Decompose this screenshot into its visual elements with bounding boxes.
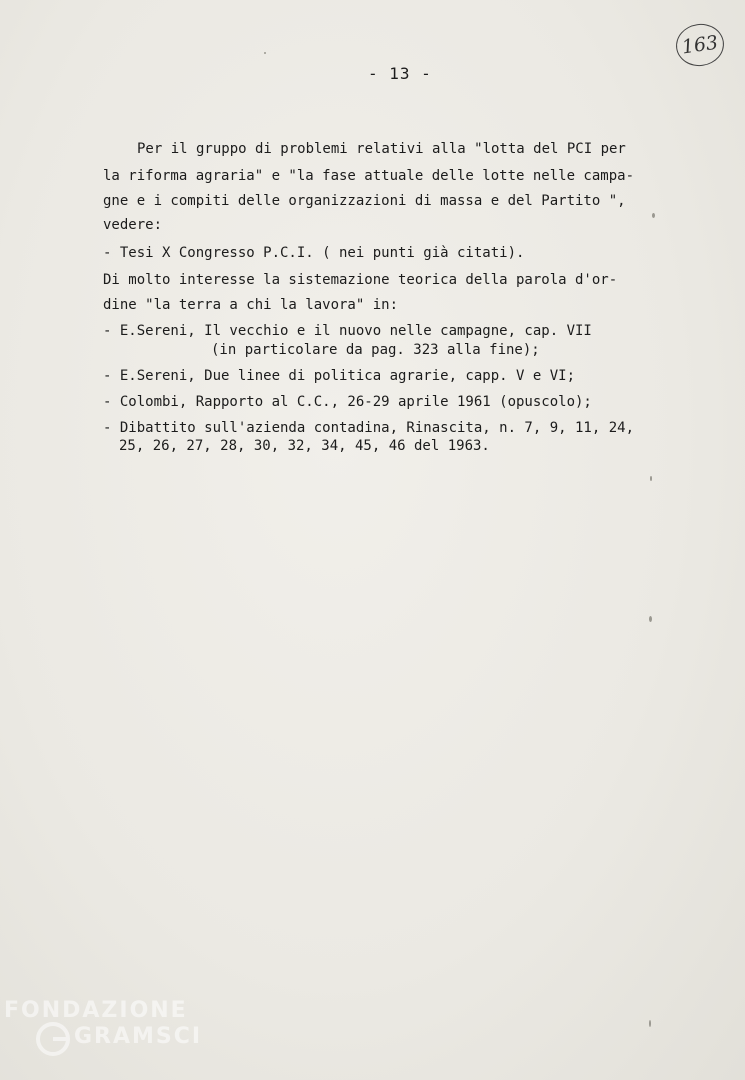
watermark-line-2: GRAMSCI	[74, 1024, 203, 1049]
list-item-colombi: - Colombi, Rapporto al C.C., 26-29 aprile 1961 (opuscolo);	[103, 394, 592, 410]
body-line-2: la riforma agraria" e "la fase attuale delle lotte nelle campa-	[103, 168, 635, 184]
list-item-sereni-1: - E.Sereni, Il vecchio e il nuovo nelle campagne, cap. VII	[103, 323, 592, 339]
paper-speck	[650, 476, 652, 481]
list-item-dibattito-cont: 25, 26, 27, 28, 30, 32, 34, 45, 46 del 1963.	[119, 438, 490, 454]
paper-speck	[649, 616, 652, 622]
paper-speck	[264, 52, 266, 54]
body-line-1: Per il gruppo di problemi relativi alla "lotta del PCI per	[137, 141, 626, 157]
stamp-number: 163	[680, 31, 720, 59]
body-line-3: gne e i compiti delle organizzazioni di massa e del Partito ",	[103, 193, 626, 209]
watermark-logo-icon	[34, 1020, 72, 1058]
body-line-4: vedere:	[103, 217, 163, 233]
fondazione-gramsci-watermark	[4, 996, 203, 1056]
list-item-tesi: - Tesi X Congresso P.C.I. ( nei punti già citati).	[103, 245, 525, 261]
body-line-6: Di molto interesse la sistemazione teorica della parola d'or-	[103, 272, 618, 288]
paper-speck	[649, 1020, 651, 1027]
page-number: - 13 -	[368, 64, 432, 83]
watermark-line-1: FONDAZIONE	[4, 998, 188, 1023]
body-line-7: dine "la terra a chi la lavora" in:	[103, 297, 399, 313]
paper-speck	[652, 213, 655, 218]
list-item-sereni-1-cont: (in particolare da pag. 323 alla fine);	[211, 342, 540, 358]
archive-page-stamp	[673, 21, 726, 69]
list-item-dibattito: - Dibattito sull'azienda contadina, Rinascita, n. 7, 9, 11, 24,	[103, 420, 635, 436]
list-item-sereni-2: - E.Sereni, Due linee di politica agrarie, capp. V e VI;	[103, 368, 576, 384]
